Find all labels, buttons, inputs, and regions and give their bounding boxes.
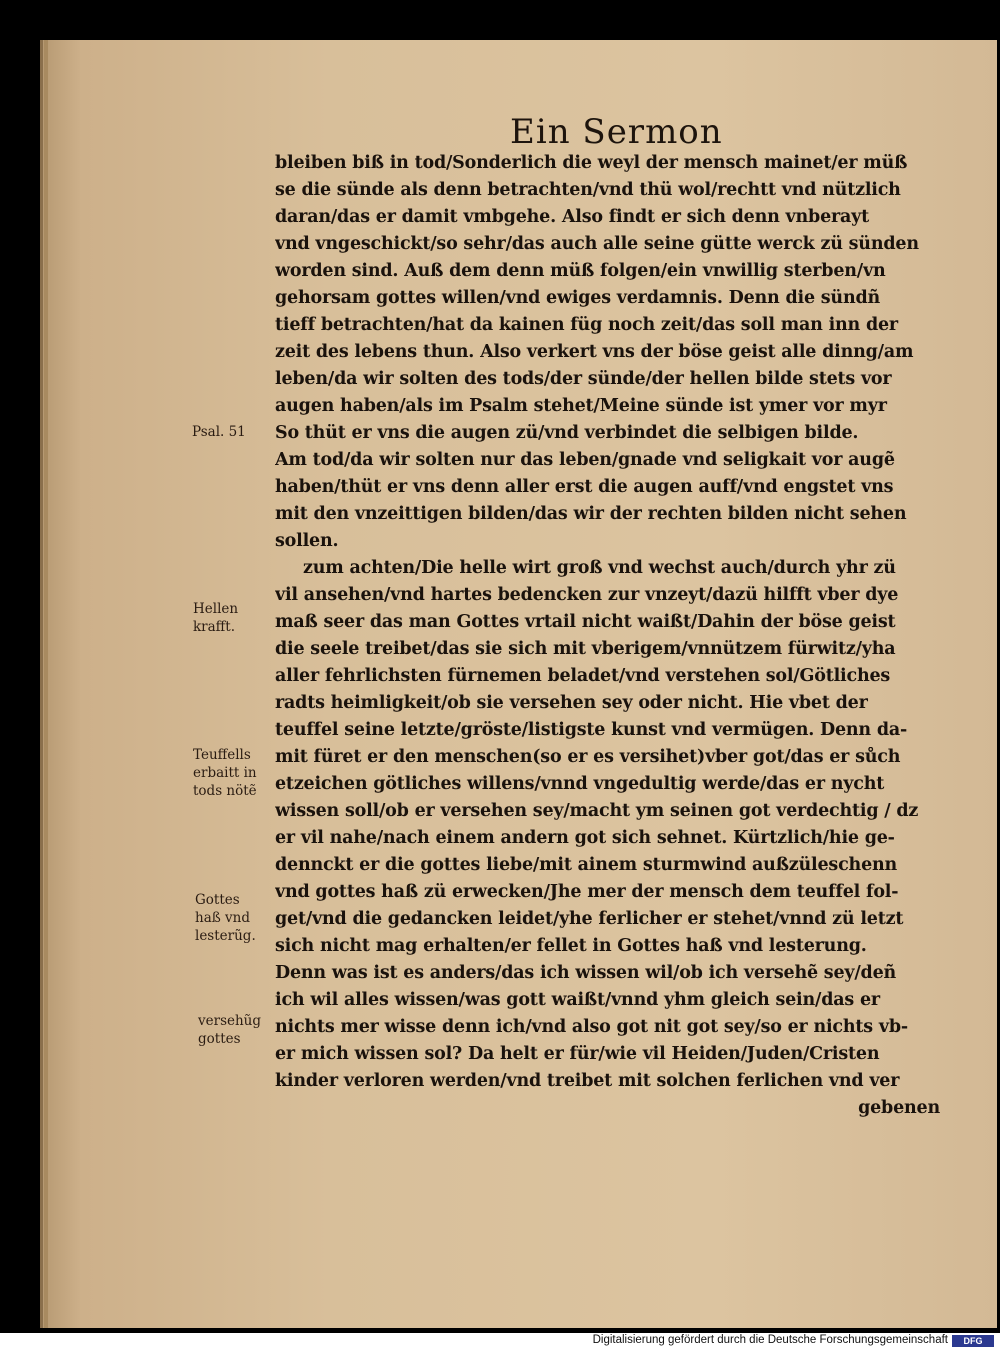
margin-note-line: Teuffells [193,747,251,763]
text-line: se die sünde als denn betrachten/vnd thü wol/rechtt vnd nützlich [275,180,901,200]
margin-note-line: gottes [198,1031,241,1047]
text-line: augen haben/als im Psalm stehet/Meine sünde ist ymer vor myr [275,396,887,416]
text-line: aller fehrlichsten fürnemen beladet/vnd verstehen sol/Götliches [275,666,891,686]
margin-note-hellen [193,600,238,636]
text-line: So thüt er vns die augen zü/vnd verbindet die selbigen bilde. [275,423,859,443]
dfg-logo: DFG [952,1335,994,1347]
text-line: vil ansehen/vnd hartes bedencken zur vnzeyt/dazü hilfft vber dye [275,585,899,605]
text-line: bleiben biß in tod/Sonderlich die weyl der mensch mainet/er müß [275,153,908,173]
text-line: kinder verloren werden/vnd treibet mit solchen ferlichen vnd ver [275,1071,900,1091]
text-line: gehorsam gottes willen/vnd ewiges verdamnis. Denn die sündñ [275,288,881,308]
text-line: ich wil alles wissen/was gott waißt/vnnd yhm gleich sein/das er [275,990,880,1010]
margin-note-line: erbaitt in [193,765,257,781]
text-line: zum achten/Die helle wirt groß vnd wechst auch/durch yhr zü [303,558,896,578]
text-line: er mich wissen sol? Da helt er für/wie vil Heiden/Juden/Cristen [275,1044,880,1064]
text-line: dennckt er die gottes liebe/mit ainem sturmwind außzüleschenn [275,855,898,875]
footer-credit: Digitalisierung gefördert durch die Deutsche Forschungsgemeinschaft [592,1334,948,1346]
text-line: tieff betrachten/hat da kainen füg noch zeit/das soll man inn der [275,315,898,335]
text-line: Denn was ist es anders/das ich wissen wil/ob ich versehẽ sey/deñ [275,963,897,983]
catchword: gebenen [858,1098,940,1118]
text-line: die seele treibet/das sie sich mit vberigem/vnnützem fürwitz/yha [275,639,896,659]
margin-note-line: Gottes [195,892,240,908]
margin-note-gottes [195,891,256,945]
text-line: get/vnd die gedancken leidet/yhe ferlicher er stehet/vnnd zü letzt [275,909,904,929]
text-line: sich nicht mag erhalten/er fellet in Gottes haß vnd lesterung. [275,936,867,956]
text-line: mit den vnzeittigen bilden/das wir der rechten bilden nicht sehen [275,504,907,524]
text-line: etzeichen götliches willens/vnnd vngedultig werde/das er nycht [275,774,885,794]
text-line: wissen soll/ob er versehen sey/macht ym seinen got verdechtig / dz [275,801,919,821]
footer-bar [0,1333,1000,1349]
page-gutter [44,40,48,1328]
margin-note-versehung [198,1012,261,1048]
margin-note-line: versehũg [198,1013,262,1029]
margin-note-line: krafft. [193,619,235,635]
text-line: nichts mer wisse denn ich/vnd also got nit got sey/so er nichts vb- [275,1017,908,1037]
text-line: worden sind. Auß dem denn müß folgen/ein vnwillig sterben/vn [275,261,886,281]
running-title: Ein Sermon [510,112,723,152]
margin-note-teuffels [193,746,257,800]
margin-note-line: tods nötẽ [193,783,257,799]
text-line: leben/da wir solten des tods/der sünde/der hellen bilde stets vor [275,369,892,389]
margin-note-line: Hellen [193,601,239,617]
margin-note-line: haß vnd [195,910,251,926]
text-line: vnd gottes haß zü erwecken/Jhe mer der mensch dem teuffel fol- [275,882,899,902]
text-line: haben/thüt er vns denn aller erst die augen auff/vnd engstet vns [275,477,894,497]
margin-note-line: lesterũg. [195,928,256,944]
text-line: teuffel seine letzte/gröste/listigste kunst vnd vermügen. Denn da- [275,720,908,740]
text-line: daran/das er damit vmbgehe. Also findt er sich denn vnberayt [275,207,870,227]
text-line: er vil nahe/nach einem andern got sich sehnet. Kürtzlich/hie ge- [275,828,895,848]
text-line: zeit des lebens thun. Also verkert vns der böse geist alle dinng/am [275,342,914,362]
text-line: mit füret er den menschen(so er es versihet)vber got/das er sůch [275,747,901,767]
text-line: maß seer das man Gottes vrtail nicht waißt/Dahin der böse geist [275,612,896,632]
text-line: Am tod/da wir solten nur das leben/gnade vnd seligkait vor augẽ [275,450,895,470]
text-line: radts heimligkeit/ob sie versehen sey oder nicht. Hie vbet der [275,693,868,713]
text-line: vnd vngeschickt/so sehr/das auch alle seine gütte werck zü sünden [275,234,919,254]
margin-note-psalm: Psal. 51 [192,424,246,440]
text-line: sollen. [275,531,339,551]
